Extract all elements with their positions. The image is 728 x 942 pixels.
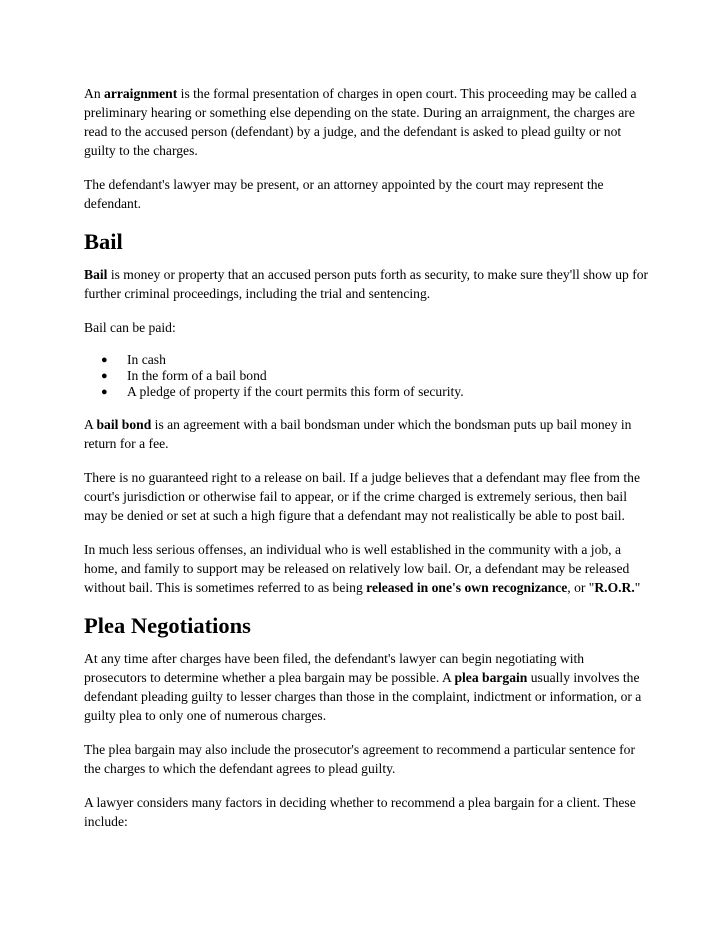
bullet-icon: ●: [101, 370, 108, 382]
text: is money or property that an accused person puts forth as security, to make sure they'll show up for further criminal proceedings, including the trial and sentencing.: [84, 267, 649, 301]
bail-right-paragraph: There is no guaranteed right to a release on bail. If a judge believes that a defendant may flee from the court's jurisdiction or otherwise fail to appear, or if the crime charged is extremely serious, then bail may be denied or set at such a high figure that a defendant may not realistically be able to post bail.: [84, 470, 640, 523]
lawyer-paragraph: The defendant's lawyer may be present, or an attorney appointed by the court may represent the defendant.: [84, 177, 604, 211]
text: In much less serious offenses, an individual who is well established in the community with a job, a home, and family to support may be released on relatively low bail. Or, a defendant may be released without bail. This is sometimes referred to as being: [84, 542, 630, 595]
term-ror: R.O.R.: [594, 580, 635, 595]
document-page: [84, 84, 650, 846]
term-bail: Bail: [84, 267, 108, 282]
text: A: [84, 417, 97, 432]
text: ": [634, 580, 641, 595]
term-arraignment: arraignment: [104, 86, 178, 101]
bullet-icon: ●: [101, 386, 108, 398]
bail-payment-list: [84, 352, 650, 400]
bail-payment-intro: Bail can be paid:: [84, 320, 176, 335]
text: At any time after charges have been filed, the defendant's lawyer can begin negotiating with prosecutors to determine whether a plea bargain may be possible. A: [84, 651, 585, 685]
list-item: [101, 384, 650, 400]
text: An: [84, 86, 105, 101]
list-item: [101, 368, 650, 384]
bullet-icon: ●: [101, 354, 108, 366]
text: , or ": [567, 580, 595, 595]
list-item-text: In cash: [127, 352, 166, 367]
list-item-text: A pledge of property if the court permits this form of security.: [127, 384, 464, 399]
arraignment-paragraph: [84, 84, 650, 160]
text: is an agreement with a bail bondsman under which the bondsman puts up bail money in return for a fee.: [84, 417, 632, 451]
list-item: [101, 352, 650, 368]
bail-bond-paragraph: [84, 415, 650, 453]
bail-heading: Bail: [84, 229, 123, 254]
term-plea-bargain: plea bargain: [454, 670, 528, 685]
plea-bargain-paragraph: [84, 649, 650, 725]
factors-paragraph: A lawyer considers many factors in deciding whether to recommend a plea bargain for a client. These include:: [84, 795, 636, 829]
text: usually involves the defendant pleading guilty to lesser charges than those in the complaint, indictment or information, or a guilty plea to only one of numerous charges.: [84, 670, 642, 723]
bail-definition-paragraph: [84, 265, 650, 303]
term-released-own-recognizance: released in one's own recognizance: [366, 580, 568, 595]
sentence-recommendation-paragraph: The plea bargain may also include the prosecutor's agreement to recommend a particular sentence for the charges to which the defendant agrees to plead guilty.: [84, 742, 636, 776]
text: is the formal presentation of charges in open court. This proceeding may be called a preliminary hearing or something else depending on the state. During an arraignment, the charges are read to the accused person (defendant) by a judge, and the defendant is asked to plead guilty or not guilty to the charges.: [84, 86, 637, 158]
term-bail-bond: bail bond: [96, 417, 152, 432]
plea-negotiations-heading: Plea Negotiations: [84, 613, 251, 638]
low-bail-paragraph: [84, 540, 650, 597]
list-item-text: In the form of a bail bond: [127, 368, 267, 383]
